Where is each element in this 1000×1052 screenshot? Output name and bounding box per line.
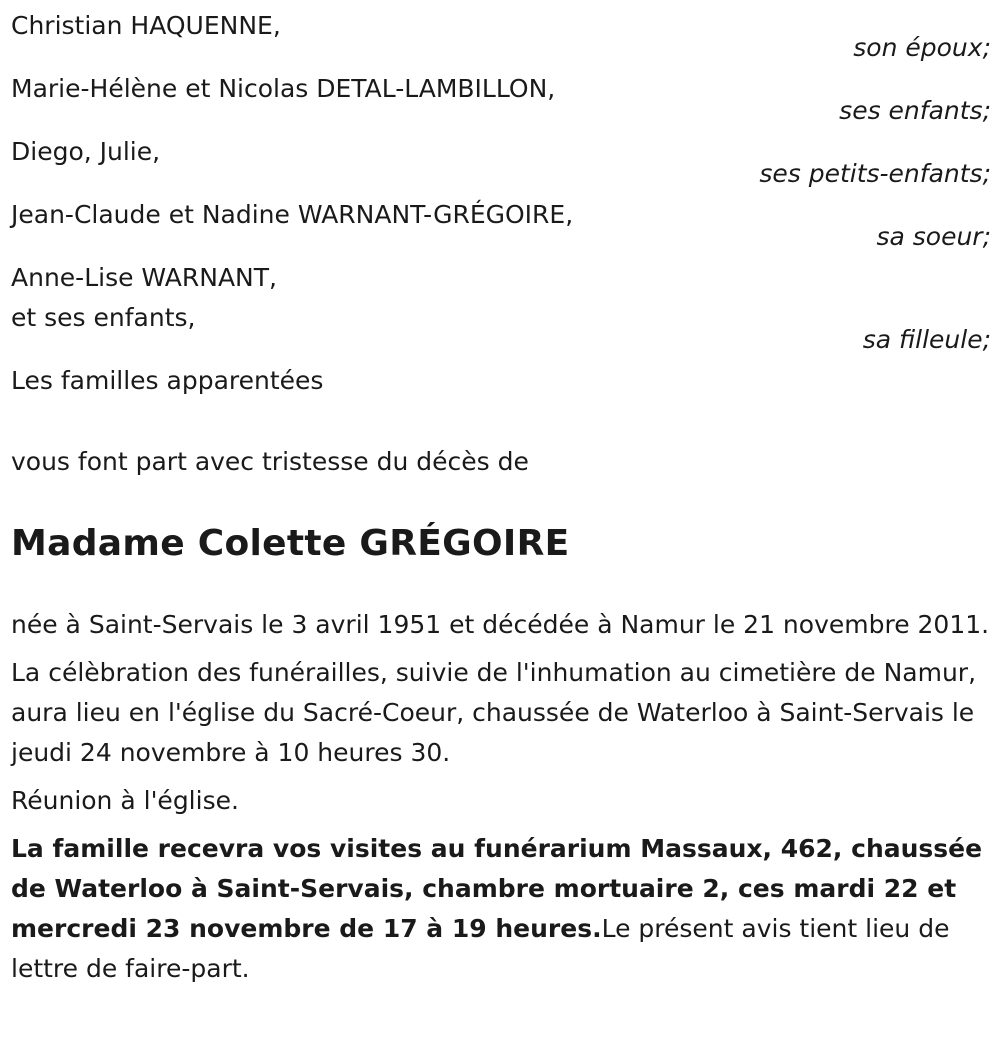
mourner-relation: sa soeur; <box>876 222 991 251</box>
mourner-relation: son époux; <box>853 33 991 62</box>
mourner-name: Jean-Claude et Nadine WARNANT-GRÉGOIRE, <box>11 200 574 229</box>
funeral-details: La célèbration des funérailles, suivie de l'inhumation au cimetière de Namur, aura lieu en l'église du Sacré-Coeur, chaussée de Waterloo à Saint-Servais le jeudi 24 novembre à 10 heures 30. <box>11 658 977 767</box>
mourner-name-line2: et ses enfants, <box>11 303 196 332</box>
mourner-entry <box>11 258 991 361</box>
mourner-entry <box>11 195 991 258</box>
mourner-name: Christian HAQUENNE, <box>11 11 281 40</box>
mourner-entry <box>11 69 991 132</box>
mourner-entry <box>11 6 991 69</box>
mourner-relation: ses enfants; <box>839 96 991 125</box>
mourner-name: Anne-Lise WARNANT, <box>11 263 277 292</box>
obituary-notice <box>11 6 991 989</box>
mourner-name: Marie-Hélène et Nicolas DETAL-LAMBILLON, <box>11 74 556 103</box>
visits-paragraph <box>11 829 991 989</box>
mourner-relation: ses petits-enfants; <box>759 159 991 188</box>
related-families: Les familles apparentées <box>11 366 324 395</box>
visits-details: La famille recevra vos visites au funérarium Massaux, 462, chaussée de Waterloo à Saint-Servais, chambre mortuaire 2, ces mardi 22 et mercredi 23 novembre de 17 à 19 heures. <box>11 834 983 943</box>
meeting-info: Réunion à l'église. <box>11 786 239 815</box>
deceased-name: Madame Colette GRÉGOIRE <box>11 523 570 564</box>
birth-death-details: née à Saint-Servais le 3 avril 1951 et décédée à Namur le 21 novembre 2011. <box>11 610 990 639</box>
mourner-entry <box>11 132 991 195</box>
mourner-name: Diego, Julie, <box>11 137 161 166</box>
announcement-intro: vous font part avec tristesse du décès de <box>11 447 529 476</box>
mourner-relation: sa filleule; <box>862 325 991 354</box>
notice-text: Le présent avis tient lieu de lettre de faire-part. <box>11 914 950 983</box>
